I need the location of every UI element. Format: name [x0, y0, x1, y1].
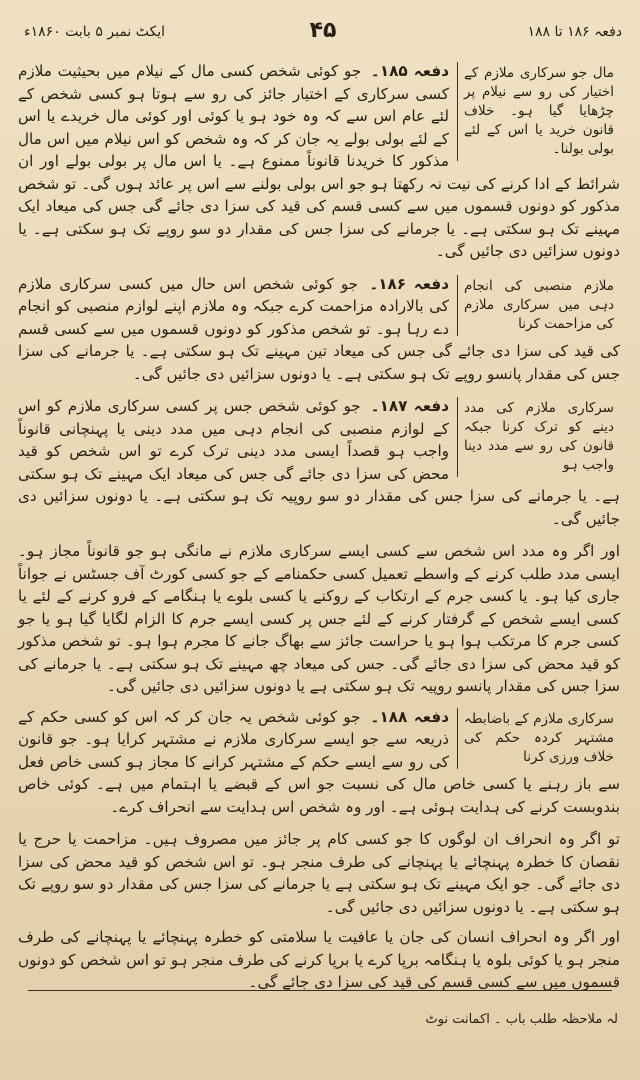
paragraph-188-clause-2: اور اگر وہ انحراف انسان کی جان یا عافیت یا سلامتی کو خطرہ پہنچائے یا پہنچانے کی طرف منجر ہو یا کوئی بلوہ یا ہنگامہ برپا کرے یا برپا کرنے کی طرف منجر ہو تو اس شخص کو دونوں قسموں میں سے کسی قسم کی قید کی سزا دی جائے گی۔	[18, 928, 620, 991]
marginal-note: ملازم منصبی کی انجام دہی میں سرکاری ملازم کی مزاحمت کرنا	[457, 275, 620, 336]
paragraph-188-clause-1: تو اگر وہ انحراف ان لوگوں کا جو کسی کام پر جائز میں مصروف ہیں۔ مزاحمت یا حرج یا نقصان کا خطرہ پہنچائے یا پہنچانے کی طرف منجر ہو۔ تو اس شخص کو قید محض کی سزا دی جائے گی۔ جو ایک مہینے تک ہو سکتی ہے یا جرمانے کی سزا جس کی مقدار دو سو روپے تک ہو سکتی ہے۔ یا دونوں سزائیں دی جائیں گی۔	[18, 830, 620, 916]
header-section-range: دفعہ ۱۸۶ تا ۱۸۸	[527, 24, 622, 40]
section-number: دفعہ ۱۸۸۔	[370, 707, 449, 726]
section-text: جو کوئی شخص یہ جان کر کہ اس کو کسی حکم کے ذریعہ سے جو ایسے سرکاری ملازم نے مشتہر کرایا ہو۔ جو قانون کی رو سے ایسے حکم کے مشتہر کرانے کا مجاز ہو کسی خاص فعل سے باز رہنے یا کسی خاص مال کی نسبت جو اس کے قبضے یا اہتمام میں ہے۔ کوئی خاص بندوبست کرنے کی ہدایت ہوئی ہے۔ اور وہ شخص اس ہدایت سے انحراف کرے۔	[18, 707, 620, 816]
marginal-note: سرکاری ملازم کے باضابطہ مشتہر کردہ حکم کی خلاف ورزی کرنا	[457, 708, 620, 769]
section-185	[18, 60, 620, 263]
section-text: جو کوئی شخص اس حال میں کسی سرکاری ملازم کی بالارادہ مزاحمت کرے جبکہ وہ ملازم اپنے لوازم منصبی کو انجام دے رہا ہو۔ تو شخص مذکور کو دونوں قسموں میں سے کسی قسم کی قید کی سزا دی جائے گی جس کی میعاد تین مہینے تک ہو سکتی ہے۔ یا جرمانے کی سزا جس کی مقدار پانسو روپے تک ہو سکتی ہے۔ یا دونوں سزائیں دی جائیں گی۔	[18, 274, 620, 383]
footnote-divider	[28, 990, 612, 991]
section-text: جو کوئی شخص جس پر کسی سرکاری ملازم کو اس کے لوازم منصبی کی انجام دہی میں مدد دینی یا پہنچانی قانوناً واجب ہو قصداً ایسی مدد دینی ترک کرے تو اس شخص کو قید محض کی سزا دی جائے گی جس کی میعاد ایک مہینے تک ہو سکتی ہے۔ یا جرمانے کی سزا جس کی مقدار دو سو روپیہ تک ہو سکتی ہے۔ یا دونوں سزائیں دی جائیں گی۔	[18, 397, 620, 528]
section-188	[18, 706, 620, 819]
page-number: ۴۵	[309, 18, 337, 43]
page-header	[24, 18, 622, 48]
page-body	[18, 60, 620, 991]
section-number: دفعہ ۱۸۶۔	[369, 274, 449, 293]
footnote: لہ ملاحظہ طلب باب ۔ اکمانت نوٹ	[425, 1012, 618, 1027]
marginal-note: سرکاری ملازم کی مدد دینے کو ترک کرنا جبکہ قانون کی رو سے مدد دینا واجب ہو	[457, 397, 620, 477]
header-act-title: ایکٹ نمبر ۵ بابت ۱۸۶۰ء	[24, 24, 166, 40]
marginal-note: مال جو سرکاری ملازم کے اختیار کی رو سے نیلام پر چڑھایا گیا ہو۔ خلاف قانون خرید یا اس کے لئے بولی بولنا۔	[457, 62, 620, 161]
section-text: جو کوئی شخص کسی مال کے نیلام میں بحیثیت ملازم کسی سرکاری کے اختیار جائز کی رو سے ہوتا ہو کسی شخص کے لئے عام اس سے کہ وہ خود ہو یا کوئی اور کوئی مال خریدے یا اس کے لئے بولی بولے یہ جان کر کہ وہ شخص کو اس نیلام میں اس مال مذکور کا خریدنا قانوناً ممنوع ہے۔ یا اس مال پر بولی بولے اور ان شرائط کے ادا کرنے کی نیت نہ رکھتا ہو جو اس بولی بولنے سے اس پر عائد ہوں گی۔ تو شخص مذکور کو دونوں قسموں میں سے کسی قسم کی قید کی سزا دی جائے گی جس کی میعاد ایک مہینے تک ہو سکتی ہے۔ یا جرمانے کی سزا جس کی مقدار دو سو روپے تک ہو سکتی ہے۔ یا دونوں سزائیں دی جائیں گی۔	[18, 62, 620, 260]
paragraph-187-continued: اور اگر وہ مدد اس شخص سے کسی ایسے سرکاری ملازم نے مانگی ہو جو قانوناً مجاز ہو۔ ایسی مدد طلب کرنے کے واسطے تعمیل کسی حکمنامے کے جو کسی کورٹ آف جسٹس نے جواناً جاری کیا ہو۔ یا کسی جرم کے ارتکاب کے روکنے یا کسی بلوے یا ہنگامے کے فرو کرنے کے لئے یا کسی ایسے شخص کے گرفتار کرنے کے لئے جس پر کسی ایسے جرم کا الزام لگایا گیا ہو یا جو کسی جرم کا مرتکب ہوا ہو یا حراست جائز سے بھاگ جانے کا مجرم ہوا ہو۔ تو شخص مذکور کو قید محض کی سزا دی جائے گی۔ جس کی میعاد چھ مہینے تک ہو سکتی ہے۔ یا جرمانے کی سزا جس کی مقدار پانسو روپیہ تک ہو سکتی ہے یا دونوں سزائیں دی جائیں گی۔	[18, 542, 620, 695]
section-186	[18, 273, 620, 386]
section-number: دفعہ ۱۸۵۔	[370, 62, 449, 80]
section-187	[18, 395, 620, 530]
section-number: دفعہ ۱۸۷۔	[370, 397, 450, 415]
